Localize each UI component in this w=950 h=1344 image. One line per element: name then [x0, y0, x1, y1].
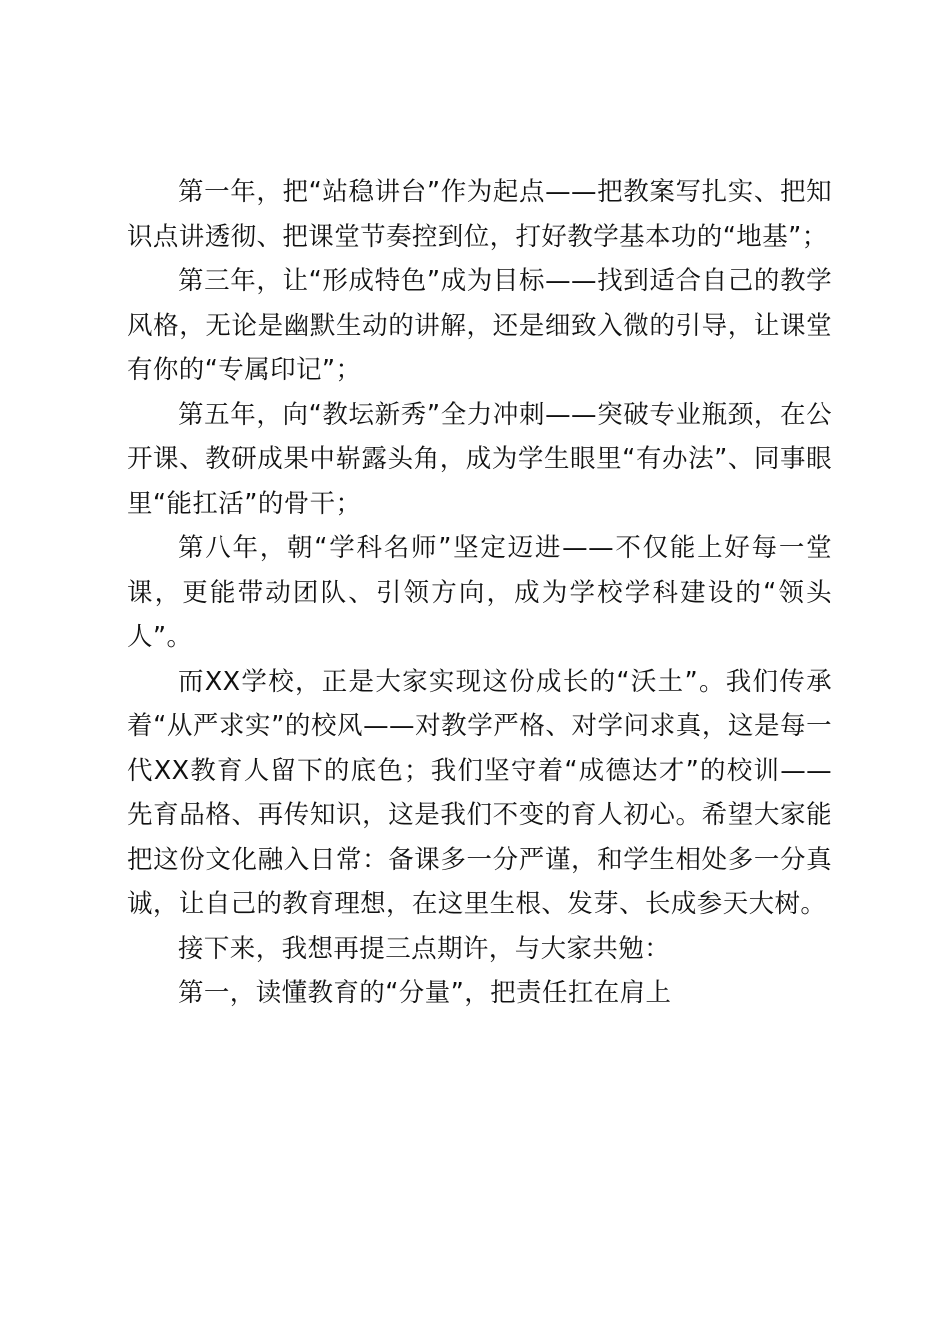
paragraph-year-five: 第五年，向“教坛新秀”全力冲刺——突破专业瓶颈，在公开课、教研成果中崭露头角，成为学生眼里“有办法”、同事眼里“能扛活”的骨干； [127, 399, 832, 519]
paragraph-year-three: 第三年，让“形成特色”成为目标——找到适合自己的教学风格，无论是幽默生动的讲解，还是细致入微的引导，让课堂有你的“专属印记”； [127, 266, 832, 385]
paragraph-school-culture: 而XX学校，正是大家实现这份成长的“沃土”。我们传承着“从严求实”的校风——对教学严格、对学问求真，这是每一代XX教育人留下的底色；我们坚守着“成德达才”的校训——先育品格、再传知识，这是我们不变的育人初心。希望大家能把这份文化融入日常：备课多一分严谨，和学生相处多一分真诚，让自己的教育理想，在这里生根、发芽、长成参天大树。 [127, 666, 832, 919]
paragraph-year-one: 第一年，把“站稳讲台”作为起点——把教案写扎实、把知识点讲透彻、把课堂节奏控到位，打好教学基本功的“地基”； [127, 177, 832, 252]
paragraph-year-eight: 第八年，朝“学科名师”坚定迈进——不仅能上好每一堂课，更能带动团队、引领方向，成为学校学科建设的“领头人”。 [127, 533, 832, 652]
paragraph-first-expectation: 第一，读懂教育的“分量”，把责任扛在肩上 [178, 978, 672, 1008]
paragraph-expectations-intro: 接下来，我想再提三点期许，与大家共勉： [178, 933, 671, 964]
document-body [127, 170, 832, 1016]
